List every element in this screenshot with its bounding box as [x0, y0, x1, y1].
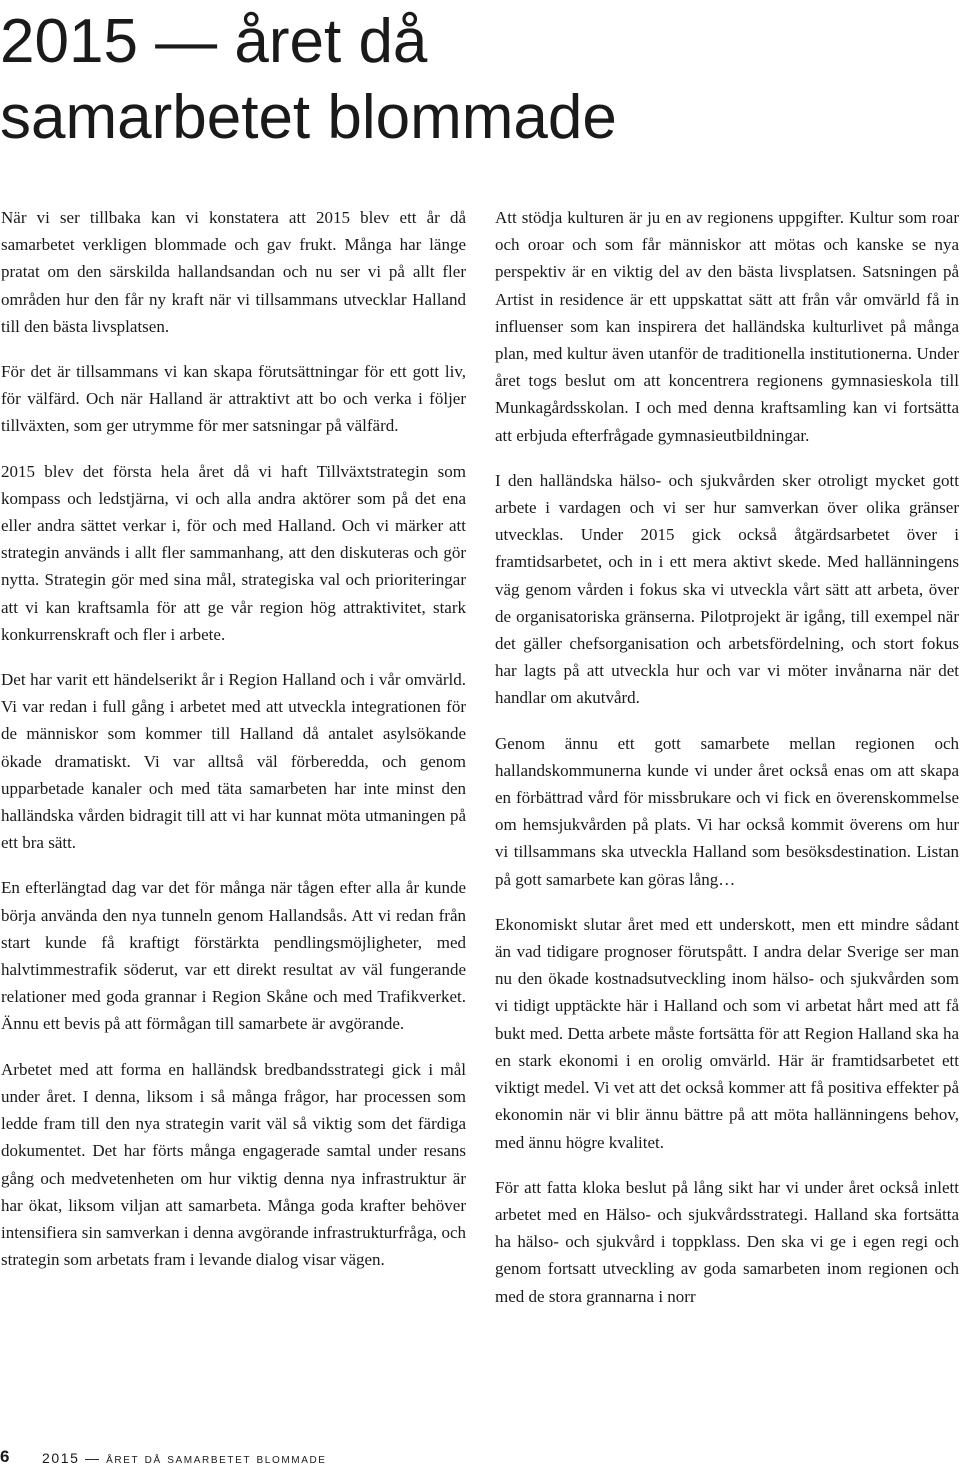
left-column	[1, 204, 466, 1291]
title-line-2: samarbetet blommade	[0, 83, 617, 152]
page-title	[0, 4, 900, 156]
running-head: 2015 — året då samarbetet blommade	[42, 1450, 327, 1466]
paragraph: För att fatta kloka beslut på lång sikt har vi under året också inlett arbetet med en Hälso- och sjukvårdsstrategi. Halland ska fortsätta ha hälso- och sjukvård i toppklass. Den ska vi ge i egen regi och genom fortsatt utveckling av goda samarbeten inom regionen och med de stora grannarna i norr	[495, 1177, 959, 1306]
paragraph: När vi ser tillbaka kan vi konstatera att 2015 blev ett år då samarbetet verkligen blommade och gav frukt. Många har länge pratat om den särskilda hallandsandan och nu ser vi på allt fler områden hur den får ny kraft när vi tillsammans utvecklar Halland till den bästa livsplatsen.	[1, 208, 466, 336]
title-line-1: 2015 — året då	[0, 7, 428, 76]
page-number: 6	[0, 1447, 10, 1466]
paragraph: Genom ännu ett gott samarbete mellan regionen och hallandskommunerna kunde vi under året också enas om att skapa en förbättrad vård för missbrukare och vi fick en överenskommelse om hemsjukvården på plats. Vi har också kommit överens om hur vi tillsammans ska utveckla Halland som besöksdestination. Listan på gott samarbete kan göras lång…	[495, 733, 959, 889]
paragraph: I den halländska hälso- och sjukvården sker otroligt mycket gott arbete i vardagen och vi ser hur samverkan över olika gränser utvecklas. Under 2015 gick också åtgärdsarbetet över i framtidsarbetet, och in i ett mera aktivt skede. Med hallänningens väg genom vården i fokus ska vi utveckla vårt sätt att arbeta, över de organisatoriska gränserna. Pilotprojekt är igång, till exempel när det gäller chefsorganisation och arbetsfördelning, och stort fokus har lagts på att utveckla hur och var vi möter invånarna när det handlar om akutvård.	[495, 470, 959, 708]
paragraph: 2015 blev det första hela året då vi haft Tillväxtstrategin som kompass och ledstjärna, vi och alla andra aktörer som på det ena eller andra sättet verkar i, för och med Halland. Och vi märker att strategin används i allt fler sammanhang, att den diskuteras och gör nytta. Strategin gör med sina mål, strategiska val och prioriteringar att vi kan kraftsamla för att ge vår region hög attraktivitet, stark konkurrenskraft och fler i arbete.	[1, 461, 466, 644]
right-column	[495, 204, 959, 1328]
paragraph: En efterlängtad dag var det för många när tågen efter alla år kunde börja använda den nya tunneln genom Hallandsås. Att vi redan från start kunde få kraftigt förstärkta pendlingsmöjligheter, med halvtimmestrafik söderut, var ett direkt resultat av väl fungerande relationer med goda grannar i Region Skåne och med Trafikverket. Ännu ett bevis på att förmågan till samarbete är avgörande.	[1, 878, 466, 1034]
paragraph: Arbetet med att forma en halländsk bredbandsstrategi gick i mål under året. I denna, liksom i så många frågor, har processen som ledde fram till den nya strategin varit väl så viktig som det färdiga dokumentet. Det har förts många engagerade samtal under resans gång och medvetenheten om hur viktig denna nya infrastruktur är har ökat, liksom viljan att samarbeta. Många goda krafter behöver intensifiera sin samverkan i denna avgörande infrastrukturfråga, och strategin som arbetats fram i levande dialog visar vägen.	[1, 1059, 466, 1270]
paragraph: Det har varit ett händelserikt år i Region Halland och i vår omvärld. Vi var redan i full gång i arbetet med att utveckla integrationen för de människor som kommer till Halland då antalet asylsökande ökade dramatiskt. Vi var alltså väl förberedda, och genom upparbetade kanaler och med täta samarbeten har inte minst den halländska vården bidragit till att vi har kunnat möta utmaningen på ett bra sätt.	[1, 670, 466, 853]
paragraph: För det är tillsammans vi kan skapa förutsättningar för ett gott liv, för välfärd. Och när Halland är attraktivt att bo och verka i följer tillväxten, som ger utrymme för mer satsningar på välfärd.	[1, 362, 466, 436]
paragraph: Ekonomiskt slutar året med ett underskott, men ett mindre sådant än vad tidigare prognoser förutspått. I andra delar Sverige ser man nu den ökade kostnadsutveckling inom hälso- och sjukvården som vi tidigt upptäckte här i Halland och som vi arbetat hårt med att få bukt med. Detta arbete måste fortsätta för att Region Halland ska ha en stark ekonomi i en orolig omvärld. Här är framtidsarbetet ett viktigt medel. Vi vet att det också kommer att få positiva effekter på ekonomin när vi blir ännu bättre på att möta hallänningens behov, med ännu högre kvalitet.	[495, 914, 959, 1152]
paragraph: Att stödja kulturen är ju en av regionens uppgifter. Kultur som roar och oroar och som får människor att mötas och kanske se nya perspektiv är en viktig del av den bästa livsplatsen. Satsningen på Artist in residence är ett uppskattat sätt att från vår omvärld få in influenser som kan inspirera det halländska kulturlivet på många plan, med kultur även utanför de traditionella institutionerna. Under året togs beslut om att koncentrera regionens gymnasieskola till Munkagårdsskolan. I och med denna kraftsamling kan vi fortsätta att erbjuda efterfrågade gymnasieutbildningar.	[495, 208, 959, 445]
